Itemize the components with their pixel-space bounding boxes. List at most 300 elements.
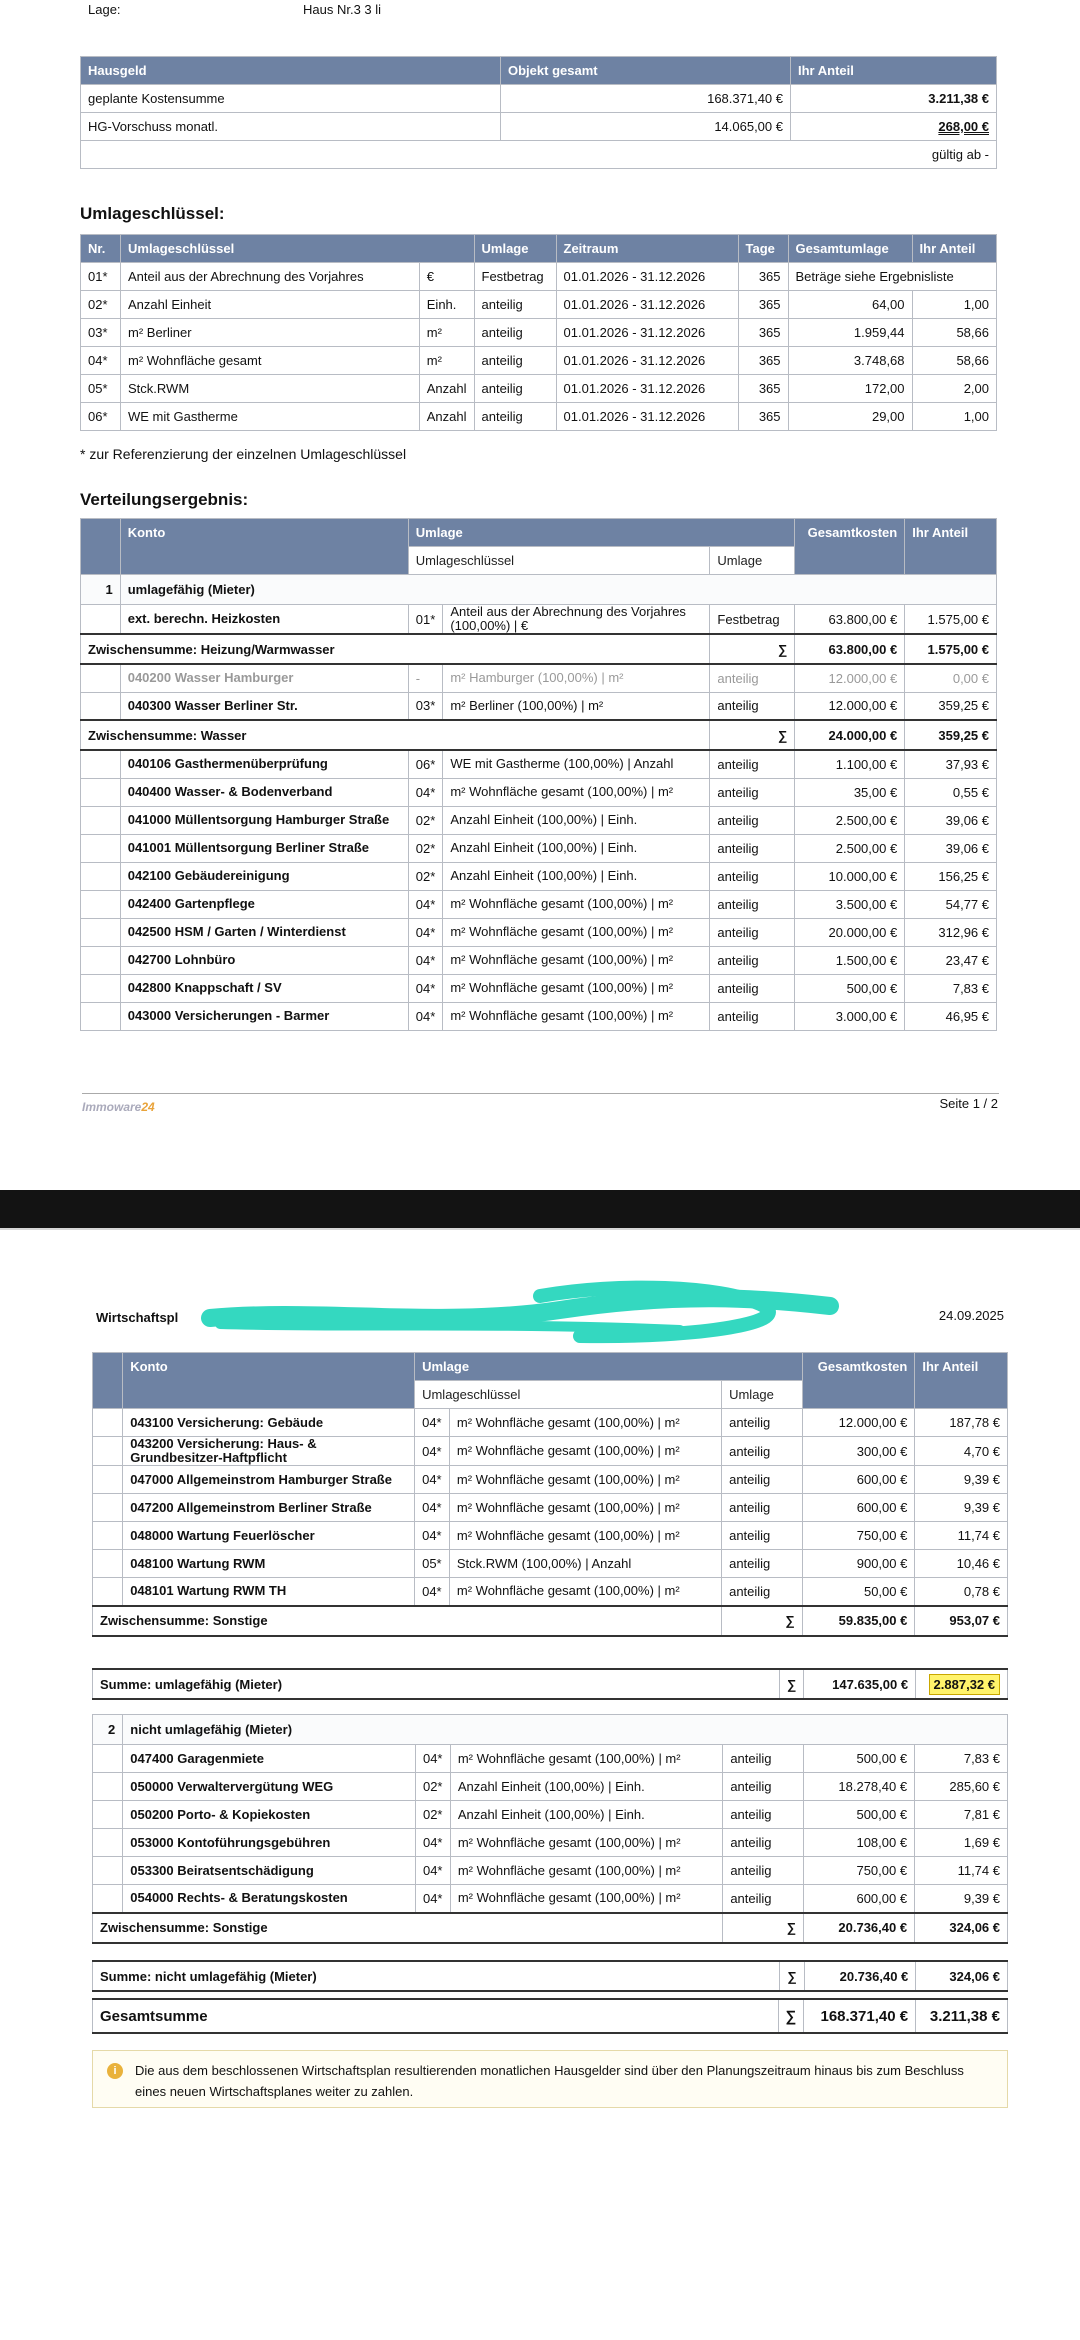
ihr-anteil: 359,25 € <box>905 692 997 720</box>
key-unit: Einh. <box>419 291 474 319</box>
info-icon: i <box>107 2063 123 2079</box>
umlage-type: anteilig <box>710 692 795 720</box>
key-name: Anzahl Einheit <box>121 291 420 319</box>
subtotal-gesamt: 20.736,40 € <box>804 1913 915 1943</box>
key-anteil: 2,00 <box>912 375 996 403</box>
col-umlageschluessel: Umlageschlüssel <box>408 547 710 575</box>
umlage-type: anteilig <box>710 862 795 890</box>
cost-row <box>93 1437 1008 1466</box>
key-nr: 04* <box>81 347 121 375</box>
key-ref: 04* <box>408 778 443 806</box>
row-spacer <box>81 750 121 778</box>
sigma: ∑ <box>780 1669 804 1699</box>
key-ref: 04* <box>415 1522 450 1550</box>
cost-row <box>93 1829 1008 1857</box>
hausgeld-label: geplante Kostensumme <box>81 85 501 113</box>
subtotal-anteil: 953,07 € <box>915 1606 1008 1636</box>
umlageschluessel: m² Wohnfläche gesamt (100,00%) | m² <box>443 918 710 946</box>
ihr-anteil: 156,25 € <box>905 862 997 890</box>
gesamtkosten: 63.800,00 € <box>795 605 905 635</box>
key-anteil: 1,00 <box>912 291 996 319</box>
lage-label: Lage: <box>88 2 121 17</box>
cost-row <box>81 862 997 890</box>
konto: 040200 Wasser Hamburger <box>120 664 408 692</box>
umlageschluessel: Anzahl Einheit (100,00%) | Einh. <box>443 806 710 834</box>
cost-row <box>81 890 997 918</box>
cost-row <box>93 1409 1008 1437</box>
section-nr: 2 <box>93 1715 123 1745</box>
col-ihr-anteil: Ihr Anteil <box>905 519 997 575</box>
col-anteil: Ihr Anteil <box>912 235 996 263</box>
key-nr: 03* <box>81 319 121 347</box>
row-spacer <box>93 1437 123 1466</box>
ihr-anteil: 7,83 € <box>915 1745 1008 1773</box>
key-ref: 02* <box>408 806 443 834</box>
cost-row <box>81 834 997 862</box>
gesamtkosten: 300,00 € <box>802 1437 915 1466</box>
col-schluessel: Umlageschlüssel <box>121 235 475 263</box>
gesamtkosten: 10.000,00 € <box>795 862 905 890</box>
ihr-anteil: 54,77 € <box>905 890 997 918</box>
hausgeld-anteil: 268,00 € <box>938 119 989 134</box>
key-ref: 04* <box>415 1578 450 1606</box>
objekt-header: Objekt gesamt <box>501 57 791 85</box>
ihr-anteil: 37,93 € <box>905 750 997 778</box>
row-spacer <box>93 1578 123 1606</box>
key-ref: 04* <box>415 1885 450 1913</box>
umlage-type: anteilig <box>722 1522 803 1550</box>
key-nr: 06* <box>81 403 121 431</box>
sigma: ∑ <box>710 634 795 664</box>
section-row <box>81 575 997 605</box>
row-spacer <box>81 664 121 692</box>
ihr-anteil: 1.575,00 € <box>905 605 997 635</box>
konto: 053000 Kontoführungsgebühren <box>123 1829 416 1857</box>
key-unit: m² <box>419 347 474 375</box>
umlageschluessel: m² Wohnfläche gesamt (100,00%) | m² <box>443 974 710 1002</box>
umlageschluessel: Anzahl Einheit (100,00%) | Einh. <box>450 1801 723 1829</box>
row-spacer <box>93 1745 123 1773</box>
row-spacer <box>93 1466 123 1494</box>
subtotal-row <box>93 1606 1008 1636</box>
row-spacer <box>93 1885 123 1913</box>
info-note <box>92 2050 1008 2108</box>
subtotal-row <box>81 634 997 664</box>
col-blank <box>81 519 121 575</box>
col-umlage: Umlage <box>408 519 795 547</box>
lage-line <box>88 2 382 17</box>
gesamtkosten: 600,00 € <box>802 1466 915 1494</box>
row-spacer <box>93 1409 123 1437</box>
gesamtkosten: 600,00 € <box>804 1885 915 1913</box>
page-separator-line <box>0 1228 1080 1240</box>
umlage-type: anteilig <box>710 918 795 946</box>
subtotal-gesamt: 59.835,00 € <box>802 1606 915 1636</box>
row-spacer <box>81 862 121 890</box>
row-spacer <box>93 1494 123 1522</box>
key-gesamt: 1.959,44 <box>788 319 912 347</box>
ihr-anteil: 0,00 € <box>905 664 997 692</box>
row-spacer <box>93 1829 123 1857</box>
col-umlage: Umlage <box>474 235 556 263</box>
konto: 043000 Versicherungen - Barmer <box>120 1002 408 1030</box>
subtotal-row <box>93 1913 1008 1943</box>
sigma: ∑ <box>780 1961 804 1991</box>
sigma: ∑ <box>723 1913 804 1943</box>
key-umlage: anteilig <box>474 319 556 347</box>
umlageschluessel: Anteil aus der Abrechnung des Vorjahres (100,00%) | € <box>443 605 710 635</box>
section-label: umlagefähig (Mieter) <box>120 575 996 605</box>
gesamtkosten: 500,00 € <box>804 1745 915 1773</box>
brand-text: Immoware <box>82 1100 142 1114</box>
key-zeitraum: 01.01.2026 - 31.12.2026 <box>556 403 738 431</box>
umlageschluessel: Anzahl Einheit (100,00%) | Einh. <box>450 1773 723 1801</box>
key-zeitraum: 01.01.2026 - 31.12.2026 <box>556 347 738 375</box>
ihr-anteil: 10,46 € <box>915 1550 1008 1578</box>
umlageschluessel: m² Wohnfläche gesamt (100,00%) | m² <box>443 778 710 806</box>
umlage-type: anteilig <box>710 834 795 862</box>
umlage-type: anteilig <box>710 664 795 692</box>
umlageschluessel: Stck.RWM (100,00%) | Anzahl <box>449 1550 721 1578</box>
key-umlage: anteilig <box>474 375 556 403</box>
row-spacer <box>81 974 121 1002</box>
total-gesamt: 147.635,00 € <box>804 1669 916 1699</box>
grand-total-label: Gesamtsumme <box>93 1999 779 2033</box>
umlage-type: anteilig <box>722 1494 803 1522</box>
key-name: WE mit Gastherme <box>121 403 420 431</box>
section-label: nicht umlagefähig (Mieter) <box>123 1715 1008 1745</box>
key-ref: 02* <box>415 1801 450 1829</box>
umlageschluessel: Anzahl Einheit (100,00%) | Einh. <box>443 834 710 862</box>
gesamtkosten: 18.278,40 € <box>804 1773 915 1801</box>
ihr-anteil: 0,55 € <box>905 778 997 806</box>
konto: ext. berechn. Heizkosten <box>120 605 408 635</box>
page-number: Seite 1 / 2 <box>939 1096 998 1111</box>
cost-row <box>81 806 997 834</box>
gesamtkosten: 35,00 € <box>795 778 905 806</box>
konto: 048000 Wartung Feuerlöscher <box>123 1522 415 1550</box>
col-umlage-sub: Umlage <box>710 547 795 575</box>
cost-row <box>93 1885 1008 1913</box>
gesamtkosten: 500,00 € <box>804 1801 915 1829</box>
key-zeitraum: 01.01.2026 - 31.12.2026 <box>556 375 738 403</box>
gesamtkosten: 108,00 € <box>804 1829 915 1857</box>
doc-title: Wirtschaftspl <box>96 1310 179 1325</box>
key-ref: 04* <box>408 918 443 946</box>
col-gesamtumlage: Gesamtumlage <box>788 235 912 263</box>
document-page-2 <box>0 1240 1080 2340</box>
cost-row <box>93 1773 1008 1801</box>
row-spacer <box>93 1857 123 1885</box>
gesamtkosten: 750,00 € <box>804 1857 915 1885</box>
ihr-anteil: 39,06 € <box>905 806 997 834</box>
konto: 040106 Gasthermenüberprüfung <box>120 750 408 778</box>
gesamtkosten: 12.000,00 € <box>802 1409 915 1437</box>
cost-row <box>81 918 997 946</box>
page-separator <box>0 1190 1080 1228</box>
footer-divider <box>82 1093 999 1094</box>
konto: 042100 Gebäudereinigung <box>120 862 408 890</box>
umlage-type: anteilig <box>723 1801 804 1829</box>
key-nr: 05* <box>81 375 121 403</box>
key-ref: 02* <box>408 834 443 862</box>
konto: 040400 Wasser- & Bodenverband <box>120 778 408 806</box>
key-tage: 365 <box>738 403 788 431</box>
anteil-header: Ihr Anteil <box>791 57 997 85</box>
gesamtkosten: 20.000,00 € <box>795 918 905 946</box>
key-anteil: 1,00 <box>912 403 996 431</box>
ihr-anteil: 9,39 € <box>915 1494 1008 1522</box>
umlage-table <box>80 234 997 431</box>
cost-row <box>93 1578 1008 1606</box>
key-tage: 365 <box>738 319 788 347</box>
key-gesamt: Beträge siehe Ergebnisliste <box>788 263 996 291</box>
col-umlageschluessel: Umlageschlüssel <box>415 1381 722 1409</box>
ihr-anteil: 1,69 € <box>915 1829 1008 1857</box>
umlage-type: anteilig <box>722 1550 803 1578</box>
gueltig-ab: gültig ab - <box>81 141 997 169</box>
key-ref: 04* <box>415 1494 450 1522</box>
key-ref: 01* <box>408 605 443 635</box>
row-spacer <box>93 1773 123 1801</box>
key-tage: 365 <box>738 291 788 319</box>
key-anteil: 58,66 <box>912 347 996 375</box>
gesamtkosten: 1.100,00 € <box>795 750 905 778</box>
key-ref: 06* <box>408 750 443 778</box>
umlageschluessel: m² Hamburger (100,00%) | m² <box>443 664 710 692</box>
row-spacer <box>93 1522 123 1550</box>
gesamtkosten: 750,00 € <box>802 1522 915 1550</box>
ihr-anteil: 46,95 € <box>905 1002 997 1030</box>
subtotal-row <box>81 720 997 750</box>
col-gesamtkosten: Gesamtkosten <box>802 1353 915 1409</box>
key-umlage: anteilig <box>474 347 556 375</box>
gesamtkosten: 1.500,00 € <box>795 946 905 974</box>
col-blank <box>93 1353 123 1409</box>
col-umlage-sub: Umlage <box>722 1381 803 1409</box>
umlageschluessel: m² Wohnfläche gesamt (100,00%) | m² <box>449 1522 721 1550</box>
umlage-type: Festbetrag <box>710 605 795 635</box>
cost-row <box>93 1522 1008 1550</box>
key-ref: 04* <box>408 974 443 1002</box>
konto: 050000 Verwaltervergütung WEG <box>123 1773 416 1801</box>
key-gesamt: 64,00 <box>788 291 912 319</box>
total-gesamt: 20.736,40 € <box>804 1961 916 1991</box>
cost-row <box>93 1466 1008 1494</box>
umlageschluessel: m² Wohnfläche gesamt (100,00%) | m² <box>449 1409 721 1437</box>
umlage-row <box>81 319 997 347</box>
hausgeld-table <box>80 56 997 169</box>
subtotal-anteil: 359,25 € <box>905 720 997 750</box>
key-zeitraum: 01.01.2026 - 31.12.2026 <box>556 319 738 347</box>
key-ref: 04* <box>415 1745 450 1773</box>
hausgeld-objekt: 168.371,40 € <box>501 85 791 113</box>
key-gesamt: 29,00 <box>788 403 912 431</box>
gesamtkosten: 12.000,00 € <box>795 664 905 692</box>
key-gesamt: 3.748,68 <box>788 347 912 375</box>
cost-row <box>81 750 997 778</box>
umlageschluessel: m² Wohnfläche gesamt (100,00%) | m² <box>449 1466 721 1494</box>
col-zeitraum: Zeitraum <box>556 235 738 263</box>
gesamtkosten: 2.500,00 € <box>795 806 905 834</box>
subtotal-label: Zwischensumme: Heizung/Warmwasser <box>81 634 710 664</box>
subtotal-anteil: 1.575,00 € <box>905 634 997 664</box>
subtotal-anteil: 324,06 € <box>915 1913 1008 1943</box>
brand-number: 24 <box>141 1100 155 1114</box>
konto: 043100 Versicherung: Gebäude <box>123 1409 415 1437</box>
umlageschluessel: m² Wohnfläche gesamt (100,00%) | m² <box>443 890 710 918</box>
key-tage: 365 <box>738 347 788 375</box>
key-tage: 365 <box>738 263 788 291</box>
key-ref: 04* <box>415 1409 450 1437</box>
cost-row <box>93 1494 1008 1522</box>
konto: 047400 Garagenmiete <box>123 1745 416 1773</box>
section-nr: 1 <box>81 575 121 605</box>
ihr-anteil: 39,06 € <box>905 834 997 862</box>
umlageschluessel: m² Wohnfläche gesamt (100,00%) | m² <box>449 1578 721 1606</box>
key-ref: 05* <box>415 1550 450 1578</box>
key-ref: 03* <box>408 692 443 720</box>
hausgeld-objekt: 14.065,00 € <box>501 113 791 141</box>
row-spacer <box>81 946 121 974</box>
key-ref: 04* <box>415 1829 450 1857</box>
gesamtkosten: 500,00 € <box>795 974 905 1002</box>
col-umlage: Umlage <box>415 1353 803 1381</box>
section-row <box>93 1715 1008 1745</box>
umlage-type: anteilig <box>710 890 795 918</box>
umlage-type: anteilig <box>723 1745 804 1773</box>
gesamtkosten: 3.500,00 € <box>795 890 905 918</box>
key-name: Stck.RWM <box>121 375 420 403</box>
col-konto: Konto <box>120 519 408 575</box>
konto: 040300 Wasser Berliner Str. <box>120 692 408 720</box>
subtotal-gesamt: 63.800,00 € <box>795 634 905 664</box>
total-label: Summe: nicht umlagefähig (Mieter) <box>93 1961 780 1991</box>
sigma: ∑ <box>778 1999 804 2033</box>
gesamtkosten: 12.000,00 € <box>795 692 905 720</box>
umlage-type: anteilig <box>722 1409 803 1437</box>
ihr-anteil: 187,78 € <box>915 1409 1008 1437</box>
total-label: Summe: umlagefähig (Mieter) <box>93 1669 780 1699</box>
umlage-type: anteilig <box>710 778 795 806</box>
umlageschluessel: m² Wohnfläche gesamt (100,00%) | m² <box>450 1885 723 1913</box>
sigma: ∑ <box>710 720 795 750</box>
subtotal-label: Zwischensumme: Wasser <box>81 720 710 750</box>
key-anteil: 58,66 <box>912 319 996 347</box>
key-ref: 04* <box>415 1857 450 1885</box>
row-spacer <box>81 834 121 862</box>
konto: 043200 Versicherung: Haus- & Grundbesitzer-Haftpflicht <box>123 1437 415 1466</box>
konto: 042800 Knappschaft / SV <box>120 974 408 1002</box>
konto: 041001 Müllentsorgung Berliner Straße <box>120 834 408 862</box>
grand-total-gesamt: 168.371,40 € <box>804 1999 916 2033</box>
row-spacer <box>81 890 121 918</box>
redaction-scribble <box>200 1278 840 1348</box>
umlage-type: anteilig <box>710 750 795 778</box>
ihr-anteil: 9,39 € <box>915 1885 1008 1913</box>
gesamtkosten: 2.500,00 € <box>795 834 905 862</box>
hausgeld-anteil: 3.211,38 € <box>791 85 997 113</box>
key-umlage: anteilig <box>474 403 556 431</box>
konto: 048101 Wartung RWM TH <box>123 1578 415 1606</box>
row-spacer <box>81 778 121 806</box>
umlage-type: anteilig <box>710 974 795 1002</box>
ihr-anteil: 7,81 € <box>915 1801 1008 1829</box>
konto: 047200 Allgemeinstrom Berliner Straße <box>123 1494 415 1522</box>
subtotal-gesamt: 24.000,00 € <box>795 720 905 750</box>
key-unit: Anzahl <box>419 375 474 403</box>
konto: 041000 Müllentsorgung Hamburger Straße <box>120 806 408 834</box>
ihr-anteil: 285,60 € <box>915 1773 1008 1801</box>
total-anteil: 324,06 € <box>916 1961 1008 1991</box>
gesamtkosten: 50,00 € <box>802 1578 915 1606</box>
verteilung-table-3 <box>92 1714 1008 1944</box>
key-nr: 02* <box>81 291 121 319</box>
subtotal-label: Zwischensumme: Sonstige <box>93 1606 722 1636</box>
key-unit: m² <box>419 319 474 347</box>
key-name: Anteil aus der Abrechnung des Vorjahres <box>121 263 420 291</box>
key-name: m² Wohnfläche gesamt <box>121 347 420 375</box>
verteilung-table-2 <box>92 1352 1008 1637</box>
umlage-type: anteilig <box>710 806 795 834</box>
umlage-row <box>81 403 997 431</box>
key-ref: 02* <box>408 862 443 890</box>
key-ref: 04* <box>408 1002 443 1030</box>
key-ref: - <box>408 664 443 692</box>
col-nr: Nr. <box>81 235 121 263</box>
key-zeitraum: 01.01.2026 - 31.12.2026 <box>556 263 738 291</box>
row-spacer <box>81 806 121 834</box>
konto: 042700 Lohnbüro <box>120 946 408 974</box>
col-konto: Konto <box>123 1353 415 1409</box>
key-gesamt: 172,00 <box>788 375 912 403</box>
ihr-anteil: 11,74 € <box>915 1522 1008 1550</box>
umlageschluessel: WE mit Gastherme (100,00%) | Anzahl <box>443 750 710 778</box>
ihr-anteil: 11,74 € <box>915 1857 1008 1885</box>
umlage-type: anteilig <box>723 1857 804 1885</box>
row-spacer <box>81 1002 121 1030</box>
key-ref: 04* <box>408 946 443 974</box>
konto: 054000 Rechts- & Beratungskosten <box>123 1885 416 1913</box>
umlage-type: anteilig <box>722 1578 803 1606</box>
umlageschluessel: m² Wohnfläche gesamt (100,00%) | m² <box>450 1829 723 1857</box>
row-spacer <box>93 1550 123 1578</box>
konto: 042500 HSM / Garten / Winterdienst <box>120 918 408 946</box>
col-tage: Tage <box>738 235 788 263</box>
konto: 050200 Porto- & Kopiekosten <box>123 1801 416 1829</box>
cost-row <box>93 1801 1008 1829</box>
cost-row <box>81 778 997 806</box>
key-tage: 365 <box>738 375 788 403</box>
umlage-row <box>81 263 997 291</box>
hausgeld-label: HG-Vorschuss monatl. <box>81 113 501 141</box>
doc-date: 24.09.2025 <box>938 1308 1004 1323</box>
umlage-type: anteilig <box>722 1466 803 1494</box>
gesamtkosten: 900,00 € <box>802 1550 915 1578</box>
ihr-anteil: 0,78 € <box>915 1578 1008 1606</box>
umlageschluessel: m² Wohnfläche gesamt (100,00%) | m² <box>449 1494 721 1522</box>
key-zeitraum: 01.01.2026 - 31.12.2026 <box>556 291 738 319</box>
summe-umlagefaehig-table <box>92 1668 1008 1700</box>
ihr-anteil: 9,39 € <box>915 1466 1008 1494</box>
gesamtkosten: 3.000,00 € <box>795 1002 905 1030</box>
grand-total-anteil: 3.211,38 € <box>916 1999 1008 2033</box>
row-spacer <box>81 918 121 946</box>
umlage-type: anteilig <box>723 1829 804 1857</box>
cost-row <box>81 946 997 974</box>
umlage-heading: Umlageschlüssel: <box>80 204 225 223</box>
ihr-anteil: 312,96 € <box>905 918 997 946</box>
